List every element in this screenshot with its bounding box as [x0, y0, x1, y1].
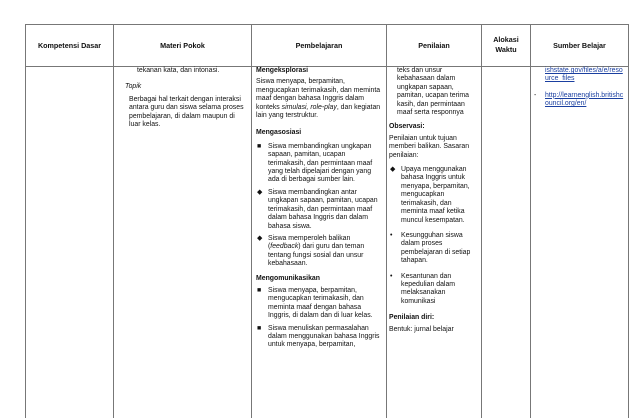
penilaian-cell: [389, 67, 479, 340]
col-border: [386, 24, 387, 418]
mengasosiasi-list: [256, 143, 382, 269]
header-alokasi-line1: Alokasi: [493, 35, 519, 44]
bullet-icon: ◆: [390, 166, 396, 174]
pembelajaran-cell: [256, 67, 382, 354]
list-item: • Kesungguhan siswa dalam proses pembelajaran di setiap tahapan.: [390, 231, 471, 265]
topik-text: Berbagai hal terkait dengan interaksi antara guru dan siswa selama proses pembelajaran, di dalam maupun di luar kelas.: [129, 95, 244, 129]
mengomunikasikan-title: Mengomunikasikan: [256, 274, 320, 282]
list-item: ◆ Siswa memperoleh balikan (feedback) dari guru dan teman tentang fungsi sosial dan unsur kebahasaan.: [257, 234, 365, 268]
mengeksplorasi-title: Mengeksplorasi: [256, 67, 309, 74]
penilaian-cont: teks dan unsur kebahasaan dalam ungkapan sapaan, pamitan, ucapan terima kasih, dan permintaan maaf serta responnya: [397, 67, 470, 117]
header-materi-pokok: Materi Pokok: [160, 40, 205, 50]
col-border: [530, 24, 531, 418]
list-item: ■ Siswa menuliskan permasalahan dalam menggunakan bahasa Inggris untuk menyapa, berpamitan,: [257, 324, 380, 349]
penilaian-list: [389, 166, 479, 306]
bullet-icon: ■: [257, 324, 262, 332]
penilaian-diri-title: Penilaian diri:: [389, 314, 435, 322]
list-item: ◆ Siswa membandingkan antar ungkapan sapaan, pamitan, ucapan terimakasih, dan permintaan maaf dalam bahasa Inggris dan dalam bahasa siswa.: [257, 188, 378, 230]
bullet-icon: ◆: [257, 234, 263, 242]
bullet-icon: ◆: [257, 188, 263, 196]
materi-line: tekanan kata, dan intonasi.: [137, 67, 220, 74]
observasi-text: Penilaian untuk tujuan memberi balikan. Sasaran penilaian:: [389, 134, 470, 159]
list-item: ■ Siswa menyapa, berpamitan, mengucapkan terimakasih, dan meminta maaf dengan bahasa Inggris, di dalam dan di luar kelas.: [257, 286, 373, 320]
dash-icon: -: [534, 91, 537, 99]
header-alokasi-waktu: [482, 24, 530, 66]
header-penilaian: Penilaian: [418, 40, 450, 50]
list-item: • Kesantunan dan kepedulian dalam melaksanakan komunikasi: [390, 272, 456, 305]
list-item: ◆ Upaya menggunakan bahasa Inggris untuk menyapa, berpamitan, mengucapkan terimakasih, dan meminta maaf ketika muncul kesempatan.: [390, 166, 470, 224]
bullet-icon: •: [390, 272, 393, 280]
mengasosiasi-title: Mengasosiasi: [256, 129, 302, 137]
bullet-icon: ■: [257, 286, 262, 294]
header-alokasi-line2: Waktu: [495, 45, 517, 54]
bullet-icon: ■: [257, 142, 262, 150]
header-pembelajaran: Pembelajaran: [295, 40, 343, 50]
bullet-icon: •: [390, 231, 393, 239]
source-link[interactable]: - http://learnenglish.britishcouncil.org/en/: [534, 91, 624, 108]
col-border: [481, 24, 482, 418]
source-link[interactable]: ishstate.gov/files/a/e/resource_files: [545, 67, 623, 83]
col-border: [113, 24, 114, 418]
col-border: [25, 24, 26, 418]
header-kompetensi-dasar: Kompetensi Dasar: [37, 40, 102, 50]
sumber-belajar-cell: [534, 67, 626, 115]
topik-label: Topik: [125, 83, 142, 91]
col-border: [628, 24, 629, 418]
list-item: ■ Siswa membandingkan ungkapan sapaan, pamitan, ucapan terimakasih, dan permintaan maaf yang telah dipelajari dengan yang ada di berbagai sumber lain.: [257, 142, 373, 184]
materi-pokok-cell: [125, 67, 247, 135]
header-sumber-belajar: Sumber Belajar: [553, 40, 606, 50]
observasi-title: Observasi:: [389, 123, 425, 131]
penilaian-diri-text: Bentuk: jurnal belajar: [389, 325, 454, 333]
rpp-table: [25, 24, 629, 418]
mengomunikasikan-list: [256, 287, 382, 350]
col-border: [251, 24, 252, 418]
mengeksplorasi-text: Siswa menyapa, berpamitan, mengucapkan terimakasih, dan meminta maaf dengan bahasa Inggris dalam konteks simulasi, role-play, dan kegiatan lain yang terstruktur.: [256, 78, 381, 120]
